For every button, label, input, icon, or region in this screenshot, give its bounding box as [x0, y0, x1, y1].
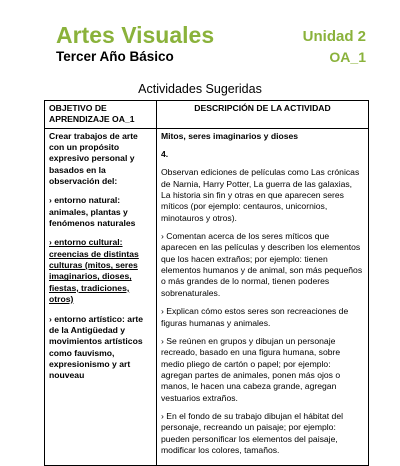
objective-intro: Crear trabajos de arte con un propósito expresivo personal y basados en la observación del:: [49, 130, 138, 187]
section-title: Actividades Sugeridas: [138, 82, 262, 96]
activity-paragraph: Observan ediciones de películas como Las crónicas de Narnia, Harry Potter, La guerra de las galaxias, La historia sin fin y otras en que aparecen seres míticos (por ejemplo: centauros, unicornios, minotauros y otros).: [161, 167, 360, 223]
objective-cell: [45, 128, 157, 466]
page-header: [52, 22, 368, 66]
table-header-row: [45, 101, 369, 129]
activities-table: [44, 100, 369, 466]
natural-detail: animales, plantas y fenómenos naturales: [49, 206, 136, 229]
objective-cultural: › entorno cultural: creencias de distintas culturas (mitos, seres imaginarios, dioses, fiestas, tradiciones, otros): [49, 237, 139, 305]
page-title: Artes Visuales: [56, 22, 215, 48]
natural-label: › entorno natural:: [49, 195, 121, 206]
activity-paragraph: › En el fondo de su trabajo dibujan el hábitat del personaje, recreando un paisaje; por ejemplo: pueden personificar los elementos del paisaje, modificar los colores, tamaños.: [161, 410, 344, 455]
header-description: DESCRIPCIÓN DE LA ACTIVIDAD: [157, 101, 369, 129]
objective-code: OA_1: [329, 49, 366, 65]
header-objective: OBJETIVO DE APRENDIZAJE OA_1: [45, 101, 157, 129]
activity-paragraph: › Explican cómo estos seres son recreaciones de figuras humanas y animales.: [161, 306, 349, 328]
table-row: [45, 128, 369, 466]
activity-title: Mitos, seres imaginarios y dioses: [161, 130, 299, 141]
objective-natural: [49, 195, 152, 229]
activity-paragraph: › Se reúnen en grupos y dibujan un personaje recreado, basado en una figura humana, sobre medio pliego de cartón o papel; por ejemplo: agregan partes de animales, ponen más ojos o manos, le hacen una cabeza grande, agregan vestuarios extraños.: [161, 335, 341, 403]
activity-number: 4.: [161, 149, 169, 160]
objective-artistic: › entorno artístico: arte de la Antigüedad y movimientos artísticos como fauvismo, expresionismo y art nouveau: [49, 313, 144, 381]
unit-label: Unidad 2: [302, 28, 366, 45]
activity-cell: [157, 128, 369, 466]
page-subtitle: Tercer Año Básico: [56, 49, 174, 64]
activity-paragraph: › Comentan acerca de los seres míticos que aparecen en las películas y describen los elementos que los hacen extraños; por ejemplo: tienen elementos humanos y de animal, son más pequeños o más grandes de lo normal, tienen poderes sobrenaturales.: [161, 231, 363, 298]
